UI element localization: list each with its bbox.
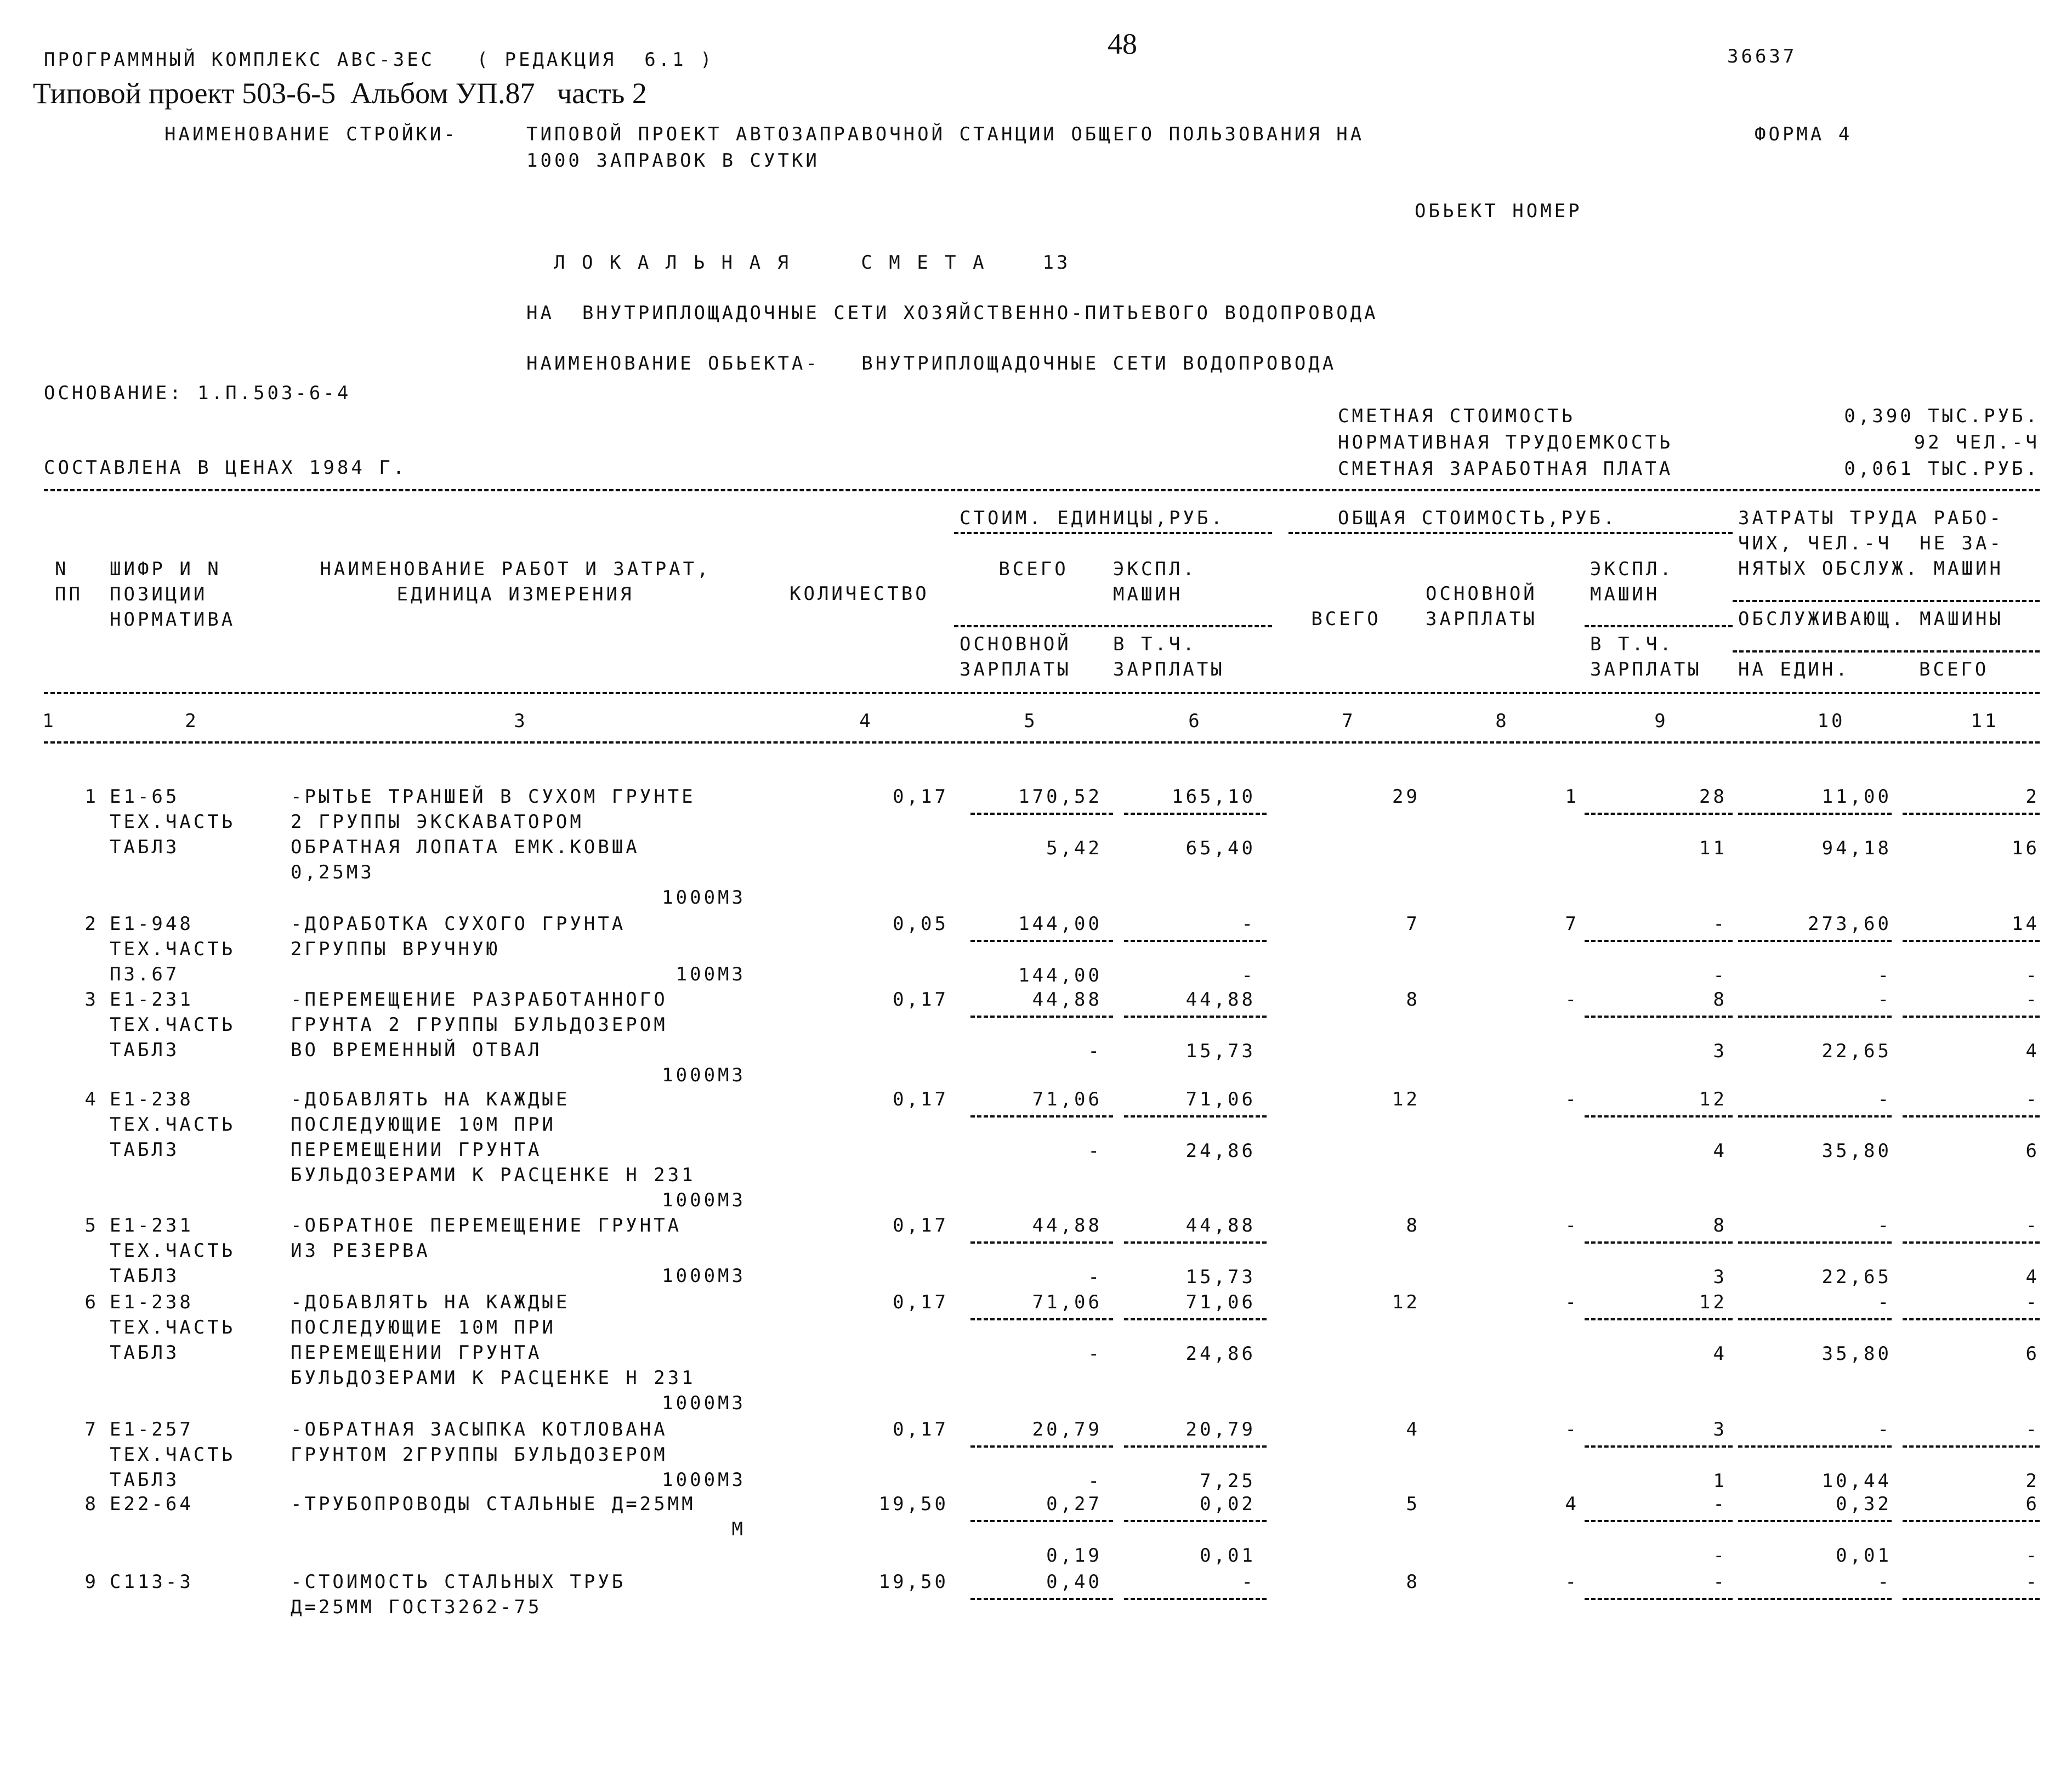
rule-line [1288, 532, 1733, 534]
summary-label: СМЕТНАЯ ЗАРАБОТНАЯ ПЛАТА [1338, 458, 1673, 480]
row-total-machine-wage: - [1713, 1545, 1727, 1567]
row-work-name: ВО ВРЕМЕННЫЙ ОТВАЛ [291, 1039, 542, 1061]
rule-line [1124, 813, 1267, 815]
row-work-name: ОБРАТНАЯ ЛОПАТА ЕМК.КОВША [291, 836, 640, 858]
header-total-wage: ОСНОВНОЙ ЗАРПЛАТЫ [1426, 583, 1537, 630]
construction-name-line-2: 1000 ЗАПРАВОК В СУТКИ [526, 150, 820, 172]
row-total-machines: 3 [1713, 1419, 1727, 1440]
rule-line [1733, 600, 2040, 602]
header-quantity: КОЛИЧЕСТВО [790, 583, 929, 605]
row-labor-total: - [2025, 1088, 2040, 1110]
row-unit-machines: 0,02 [1200, 1493, 1256, 1515]
rule-line [1585, 1016, 1733, 1018]
header-total: ВСЕГО [1311, 608, 1381, 630]
header-unit-machines: ЭКСПЛ. МАШИН [1113, 558, 1197, 605]
row-code: ТАБЛ3 [110, 1469, 180, 1491]
header-unit-wage: ОСНОВНОЙ ЗАРПЛАТЫ [960, 633, 1071, 680]
row-code: ТАБЛ3 [110, 1342, 180, 1364]
rule-line [1738, 813, 1892, 815]
row-code: П3.67 [110, 963, 180, 985]
row-number: 4 [84, 1088, 99, 1110]
row-labor-per-unit: 0,32 [1836, 1493, 1892, 1515]
row-work-name: -СТОИМОСТЬ СТАЛЬНЫХ ТРУБ [291, 1571, 626, 1593]
column-number: 7 [1342, 710, 1356, 732]
row-total-machine-wage: 4 [1713, 1140, 1727, 1162]
column-number: 2 [185, 710, 199, 732]
row-labor-per-unit: 273,60 [1808, 913, 1892, 935]
row-total: 5 [1406, 1493, 1420, 1515]
row-total-wage: - [1565, 1291, 1579, 1313]
row-work-name: ПЕРЕМЕЩЕНИИ ГРУНТА [291, 1342, 542, 1364]
row-quantity: 0,17 [893, 1215, 949, 1237]
rule-line [1903, 813, 2040, 815]
row-total: 12 [1392, 1088, 1420, 1110]
row-labor-machines-per-unit: 94,18 [1821, 837, 1892, 859]
row-quantity: 0,17 [893, 1419, 949, 1440]
row-labor-machines-total: 2 [2025, 1470, 2040, 1492]
header-row-number: N ПП [55, 558, 83, 605]
rule-line [1585, 813, 1733, 815]
row-code: ТЕХ.ЧАСТЬ [110, 1444, 236, 1466]
row-work-name: ПОСЛЕДУЮЩИЕ 10М ПРИ [291, 1317, 556, 1338]
row-work-name: 2 ГРУППЫ ЭКСКАВАТОРОМ [291, 811, 584, 833]
row-labor-machines-per-unit: 0,01 [1836, 1545, 1892, 1567]
row-total-machines: - [1713, 913, 1727, 935]
row-labor-total: - [2025, 1419, 2040, 1440]
column-number: 10 [1817, 710, 1846, 732]
row-unit-wage: - [1088, 1343, 1102, 1365]
row-labor-per-unit: - [1877, 1419, 1892, 1440]
row-labor-total: - [2025, 989, 2040, 1011]
row-work-name: Д=25ММ ГОСТ3262-75 [291, 1596, 542, 1618]
row-code: ТАБЛ3 [110, 836, 180, 858]
rule-line [1585, 1115, 1733, 1118]
row-work-name: ПЕРЕМЕЩЕНИИ ГРУНТА [291, 1139, 542, 1161]
row-code: Е1-238 [110, 1088, 194, 1110]
row-code: Е1-948 [110, 913, 194, 935]
rule-line [1903, 1520, 2040, 1522]
header-total-machine-wage: В Т.Ч. ЗАРПЛАТЫ [1590, 633, 1702, 680]
rule-line [1585, 625, 1733, 627]
row-work-name: -РЫТЬЕ ТРАНШЕЙ В СУХОМ ГРУНТЕ [291, 786, 696, 808]
row-number: 7 [84, 1419, 99, 1440]
construction-label: НАИМЕНОВАНИЕ СТРОЙКИ- [164, 123, 458, 145]
row-code: ТАБЛ3 [110, 1265, 180, 1287]
row-total-wage: 1 [1565, 786, 1579, 808]
row-labor-machines-per-unit: 22,65 [1821, 1266, 1892, 1288]
row-work-name: -ОБРАТНАЯ ЗАСЫПКА КОТЛОВАНА [291, 1419, 668, 1440]
column-number: 5 [1024, 710, 1038, 732]
row-unit-machine-wage: 0,01 [1200, 1545, 1256, 1567]
row-total-machines: 8 [1713, 1215, 1727, 1237]
row-labor-machines-per-unit: - [1877, 965, 1892, 986]
row-labor-total: 14 [2012, 913, 2040, 935]
rule-line [1124, 1241, 1267, 1244]
row-labor-total: 6 [2025, 1493, 2040, 1515]
header-labor-total: ВСЕГО [1919, 659, 1989, 680]
summary-value: 0,390 ТЫС.РУБ. [1844, 405, 2040, 427]
row-quantity: 0,17 [893, 786, 949, 808]
rule-line [1903, 1241, 2040, 1244]
row-work-name: ПОСЛЕДУЮЩИЕ 10М ПРИ [291, 1114, 556, 1136]
estimate-subject: НА ВНУТРИПЛОЩАДОЧНЫЕ СЕТИ ХОЗЯЙСТВЕННО-ПИТЬЕВОГО ВОДОПРОВОДА [526, 302, 1378, 324]
rule-line [1903, 1016, 2040, 1018]
rule-line [1903, 1598, 2040, 1600]
row-number: 8 [84, 1493, 99, 1515]
rule-line [1903, 1445, 2040, 1448]
rule-line [1738, 1318, 1892, 1320]
rule-line [970, 1016, 1113, 1018]
row-unit-machines: - [1241, 1571, 1256, 1593]
rule-line [1585, 1318, 1733, 1320]
row-labor-per-unit: - [1877, 1215, 1892, 1237]
row-work-name: ГРУНТОМ 2ГРУППЫ БУЛЬДОЗЕРОМ [291, 1444, 668, 1466]
row-unit-machine-wage: 15,73 [1185, 1040, 1256, 1062]
project-line: Типовой проект 503-6-5 Альбом УП.87 часть 2 [33, 77, 647, 110]
row-total-machines: 28 [1699, 786, 1727, 808]
row-labor-machines-total: 4 [2025, 1040, 2040, 1062]
row-labor-machines-total: 6 [2025, 1343, 2040, 1365]
row-unit-total: 44,88 [1032, 1215, 1102, 1237]
row-work-name: ИЗ РЕЗЕРВА [291, 1240, 430, 1262]
row-unit-wage: - [1088, 1140, 1102, 1162]
header-work-name: НАИМЕНОВАНИЕ РАБОТ И ЗАТРАТ, ЕДИНИЦА ИЗМЕРЕНИЯ [320, 558, 711, 605]
row-unit-machine-wage: - [1241, 965, 1256, 986]
rule-line [1738, 1520, 1892, 1522]
column-number: 9 [1654, 710, 1668, 732]
row-unit: 1000М3 [662, 1469, 746, 1491]
rule-line [1124, 1318, 1267, 1320]
row-total-wage: 7 [1565, 913, 1579, 935]
row-unit-machines: 71,06 [1185, 1291, 1256, 1313]
row-code: ТЕХ.ЧАСТЬ [110, 811, 236, 833]
row-total-machines: - [1713, 1571, 1727, 1593]
row-work-name: БУЛЬДОЗЕРАМИ К РАСЦЕНКЕ Н 231 [291, 1164, 696, 1186]
row-labor-per-unit: 11,00 [1821, 786, 1892, 808]
header-per-unit: НА ЕДИН. [1738, 659, 1850, 680]
rule-line [970, 1598, 1113, 1600]
form-label: ФОРМА 4 [1755, 123, 1853, 145]
row-quantity: 0,17 [893, 1291, 949, 1313]
rule-line [1124, 1115, 1267, 1118]
row-unit-machines: 20,79 [1185, 1419, 1256, 1440]
row-unit-wage: - [1088, 1266, 1102, 1288]
row-code: Е22-64 [110, 1493, 194, 1515]
row-unit-machines: 44,88 [1185, 989, 1256, 1011]
row-code: Е1-231 [110, 989, 194, 1011]
row-work-name: 0,25М3 [291, 861, 374, 883]
row-unit-total: 170,52 [1018, 786, 1102, 808]
rule-line [970, 940, 1113, 942]
document-code: 36637 [1727, 46, 1797, 67]
row-labor-per-unit: - [1877, 1291, 1892, 1313]
row-labor-machines-total: - [2025, 1545, 2040, 1567]
row-quantity: 0,05 [893, 913, 949, 935]
row-labor-machines-total: 6 [2025, 1140, 2040, 1162]
row-labor-per-unit: - [1877, 989, 1892, 1011]
row-total-machine-wage: 4 [1713, 1343, 1727, 1365]
row-total: 8 [1406, 989, 1420, 1011]
row-labor-per-unit: - [1877, 1571, 1892, 1593]
row-code: Е1-65 [110, 786, 180, 808]
row-work-name: -ТРУБОПРОВОДЫ СТАЛЬНЫЕ Д=25ММ [291, 1493, 696, 1515]
row-work-name: -ДОБАВЛЯТЬ НА КАЖДЫЕ [291, 1088, 570, 1110]
row-work-name: ГРУНТА 2 ГРУППЫ БУЛЬДОЗЕРОМ [291, 1014, 668, 1036]
row-total-wage: - [1565, 1088, 1579, 1110]
row-code: ТАБЛ3 [110, 1039, 180, 1061]
basis: ОСНОВАНИЕ: 1.П.503-6-4 [44, 382, 351, 404]
row-labor-total: 2 [2025, 786, 2040, 808]
row-unit-machines: 71,06 [1185, 1088, 1256, 1110]
row-total-wage: - [1565, 1419, 1579, 1440]
row-code: ТЕХ.ЧАСТЬ [110, 1114, 236, 1136]
row-unit-total: 144,00 [1018, 913, 1102, 935]
row-total-machine-wage: 11 [1699, 837, 1727, 859]
row-number: 6 [84, 1291, 99, 1313]
row-labor-machines-total: 16 [2012, 837, 2040, 859]
rule-line [1738, 1016, 1892, 1018]
summary-label: НОРМАТИВНАЯ ТРУДОЕМКОСТЬ [1338, 432, 1673, 453]
row-total-machine-wage: 1 [1713, 1470, 1727, 1492]
row-total: 29 [1392, 786, 1420, 808]
row-unit-total: 0,40 [1046, 1571, 1102, 1593]
rule-line [954, 532, 1272, 534]
row-unit-machine-wage: 65,40 [1185, 837, 1256, 859]
row-unit-machines: 165,10 [1172, 786, 1256, 808]
row-number: 9 [84, 1571, 99, 1593]
row-unit-total: 0,27 [1046, 1493, 1102, 1515]
row-code: ТЕХ.ЧАСТЬ [110, 1240, 236, 1262]
row-work-name: БУЛЬДОЗЕРАМИ К РАСЦЕНКЕ Н 231 [291, 1367, 696, 1389]
header-unit-machine-wage: В Т.Ч. ЗАРПЛАТЫ [1113, 633, 1225, 680]
header-labor: ЗАТРАТЫ ТРУДА РАБО- ЧИХ, ЧЕЛ.-Ч НЕ ЗА- НЯТЫХ ОБСЛУЖ. МАШИН [1738, 507, 2003, 580]
row-unit-total: 20,79 [1032, 1419, 1102, 1440]
rule-line [1585, 1520, 1733, 1522]
row-unit: 1000М3 [662, 887, 746, 909]
column-number: 11 [1971, 710, 1999, 732]
summary-value: 0,061 ТЫС.РУБ. [1844, 458, 2040, 480]
rule-line [1903, 940, 2040, 942]
rule-line [1124, 1598, 1267, 1600]
construction-name-line-1: ТИПОВОЙ ПРОЕКТ АВТОЗАПРАВОЧНОЙ СТАНЦИИ ОБЩЕГО ПОЛЬЗОВАНИЯ НА [526, 123, 1365, 145]
row-number: 5 [84, 1215, 99, 1237]
row-work-name: 2ГРУППЫ ВРУЧНУЮ [291, 938, 501, 960]
row-unit: 1000М3 [662, 1189, 746, 1211]
row-total-wage: 4 [1565, 1493, 1579, 1515]
rule-line [1738, 1598, 1892, 1600]
summary-label: СМЕТНАЯ СТОИМОСТЬ [1338, 405, 1575, 427]
rule-line [1124, 940, 1267, 942]
row-labor-machines-total: - [2025, 965, 2040, 986]
summary-value: 92 ЧЕЛ.-Ч [1914, 432, 2040, 453]
row-total-wage: - [1565, 1215, 1579, 1237]
row-unit-machine-wage: 15,73 [1185, 1266, 1256, 1288]
row-quantity: 0,17 [893, 1088, 949, 1110]
column-number: 4 [859, 710, 873, 732]
row-work-name: -ПЕРЕМЕЩЕНИЕ РАЗРАБОТАННОГО [291, 989, 668, 1011]
row-total-machine-wage: 3 [1713, 1266, 1727, 1288]
prices-year: СОСТАВЛЕНА В ЦЕНАХ 1984 Г. [44, 457, 407, 479]
rule-line [970, 1520, 1113, 1522]
column-number: 1 [42, 710, 56, 732]
row-unit-total: 71,06 [1032, 1088, 1102, 1110]
row-work-name: -ДОБАВЛЯТЬ НА КАЖДЫЕ [291, 1291, 570, 1313]
rule-line [1585, 1445, 1733, 1448]
rule-line [1585, 1241, 1733, 1244]
row-total-wage: - [1565, 989, 1579, 1011]
row-total-machines: 8 [1713, 989, 1727, 1011]
rule-line [1124, 1445, 1267, 1448]
rule-line [1124, 1520, 1267, 1522]
row-total: 7 [1406, 913, 1420, 935]
rule-line [970, 1445, 1113, 1448]
row-unit-wage: 144,00 [1018, 965, 1102, 986]
row-total-machine-wage: - [1713, 965, 1727, 986]
row-work-name: -ДОРАБОТКА СУХОГО ГРУНТА [291, 913, 626, 935]
row-unit-wage: 5,42 [1046, 837, 1102, 859]
page-number: 48 [1108, 27, 1137, 60]
header-total-cost: ОБЩАЯ СТОИМОСТЬ,РУБ. [1338, 507, 1617, 529]
row-code: Е1-257 [110, 1419, 194, 1440]
row-number: 1 [84, 786, 99, 808]
row-code: ТЕХ.ЧАСТЬ [110, 1317, 236, 1338]
row-quantity: 0,17 [893, 989, 949, 1011]
row-code: ТЕХ.ЧАСТЬ [110, 1014, 236, 1036]
header-labor-machines: ОБСЛУЖИВАЮЩ. МАШИНЫ [1738, 608, 2003, 630]
row-total-machine-wage: 3 [1713, 1040, 1727, 1062]
row-code: Е1-238 [110, 1291, 194, 1313]
row-work-name: -ОБРАТНОЕ ПЕРЕМЕЩЕНИЕ ГРУНТА [291, 1215, 682, 1237]
row-code: С113-3 [110, 1571, 194, 1593]
object-number: ОБЬЕКТ НОМЕР [1415, 200, 1582, 222]
row-labor-total: - [2025, 1291, 2040, 1313]
rule-line [970, 813, 1113, 815]
row-labor-total: - [2025, 1571, 2040, 1593]
rule-line [1738, 1445, 1892, 1448]
rule-line [954, 625, 1272, 627]
column-number: 8 [1495, 710, 1509, 732]
header-unit-cost: СТОИМ. ЕДИНИЦЫ,РУБ. [960, 507, 1225, 529]
row-total-machines: 12 [1699, 1291, 1727, 1313]
row-total-wage: - [1565, 1571, 1579, 1593]
row-unit-machines: 44,88 [1185, 1215, 1256, 1237]
estimate-title: Л О К А Л Ь Н А Я С М Е Т А 13 [554, 252, 1071, 274]
rule-line [1585, 1598, 1733, 1600]
row-quantity: 19,50 [878, 1571, 949, 1593]
row-total: 8 [1406, 1571, 1420, 1593]
column-number: 3 [514, 710, 528, 732]
row-unit-machine-wage: 7,25 [1200, 1470, 1256, 1492]
row-labor-machines-per-unit: 22,65 [1821, 1040, 1892, 1062]
rule-line [1585, 940, 1733, 942]
row-unit: 1000М3 [662, 1392, 746, 1414]
rule-line [1903, 1115, 2040, 1118]
program-line: ПРОГРАММНЫЙ КОМПЛЕКС АВС-3ЕС ( РЕДАКЦИЯ 6.1 ) [44, 49, 714, 71]
row-unit: 100М3 [675, 963, 746, 985]
row-unit-machines: - [1241, 913, 1256, 935]
rule-line [1733, 650, 2040, 653]
rule-line [970, 1318, 1113, 1320]
row-unit: М [731, 1518, 746, 1540]
row-labor-machines-per-unit: 35,80 [1821, 1140, 1892, 1162]
rule-line [44, 741, 2040, 744]
row-number: 2 [84, 913, 99, 935]
row-code: Е1-231 [110, 1215, 194, 1237]
row-unit-machine-wage: 24,86 [1185, 1343, 1256, 1365]
row-labor-machines-per-unit: 35,80 [1821, 1343, 1892, 1365]
row-total-machines: - [1713, 1493, 1727, 1515]
header-code: ШИФР И N ПОЗИЦИИ НОРМАТИВА [110, 558, 236, 631]
row-unit-total: 44,88 [1032, 989, 1102, 1011]
row-labor-total: - [2025, 1215, 2040, 1237]
rule-line [44, 489, 2040, 491]
rule-line [1738, 940, 1892, 942]
rule-line [1903, 1318, 2040, 1320]
row-unit-machine-wage: 24,86 [1185, 1140, 1256, 1162]
rule-line [1738, 1241, 1892, 1244]
row-labor-per-unit: - [1877, 1088, 1892, 1110]
header-unit-total: ВСЕГО [998, 558, 1069, 580]
row-number: 3 [84, 989, 99, 1011]
rule-line [1738, 1115, 1892, 1118]
rule-line [970, 1241, 1113, 1244]
column-number: 6 [1188, 710, 1202, 732]
row-total: 12 [1392, 1291, 1420, 1313]
row-quantity: 19,50 [878, 1493, 949, 1515]
row-code: ТАБЛ3 [110, 1139, 180, 1161]
row-total: 8 [1406, 1215, 1420, 1237]
rule-line [970, 1115, 1113, 1118]
row-unit-wage: 0,19 [1046, 1545, 1102, 1567]
row-total-machines: 12 [1699, 1088, 1727, 1110]
header-total-machines: ЭКСПЛ. МАШИН [1590, 558, 1674, 605]
object-name: НАИМЕНОВАНИЕ ОБЬЕКТА- ВНУТРИПЛОЩАДОЧНЫЕ СЕТИ ВОДОПРОВОДА [526, 353, 1337, 375]
row-labor-machines-total: 4 [2025, 1266, 2040, 1288]
row-unit-wage: - [1088, 1470, 1102, 1492]
row-total: 4 [1406, 1419, 1420, 1440]
rule-line [44, 692, 2040, 694]
row-code: ТЕХ.ЧАСТЬ [110, 938, 236, 960]
row-unit: 1000М3 [662, 1265, 746, 1287]
row-labor-machines-per-unit: 10,44 [1821, 1470, 1892, 1492]
rule-line [1124, 1016, 1267, 1018]
row-unit: 1000М3 [662, 1064, 746, 1086]
row-unit-total: 71,06 [1032, 1291, 1102, 1313]
row-unit-wage: - [1088, 1040, 1102, 1062]
